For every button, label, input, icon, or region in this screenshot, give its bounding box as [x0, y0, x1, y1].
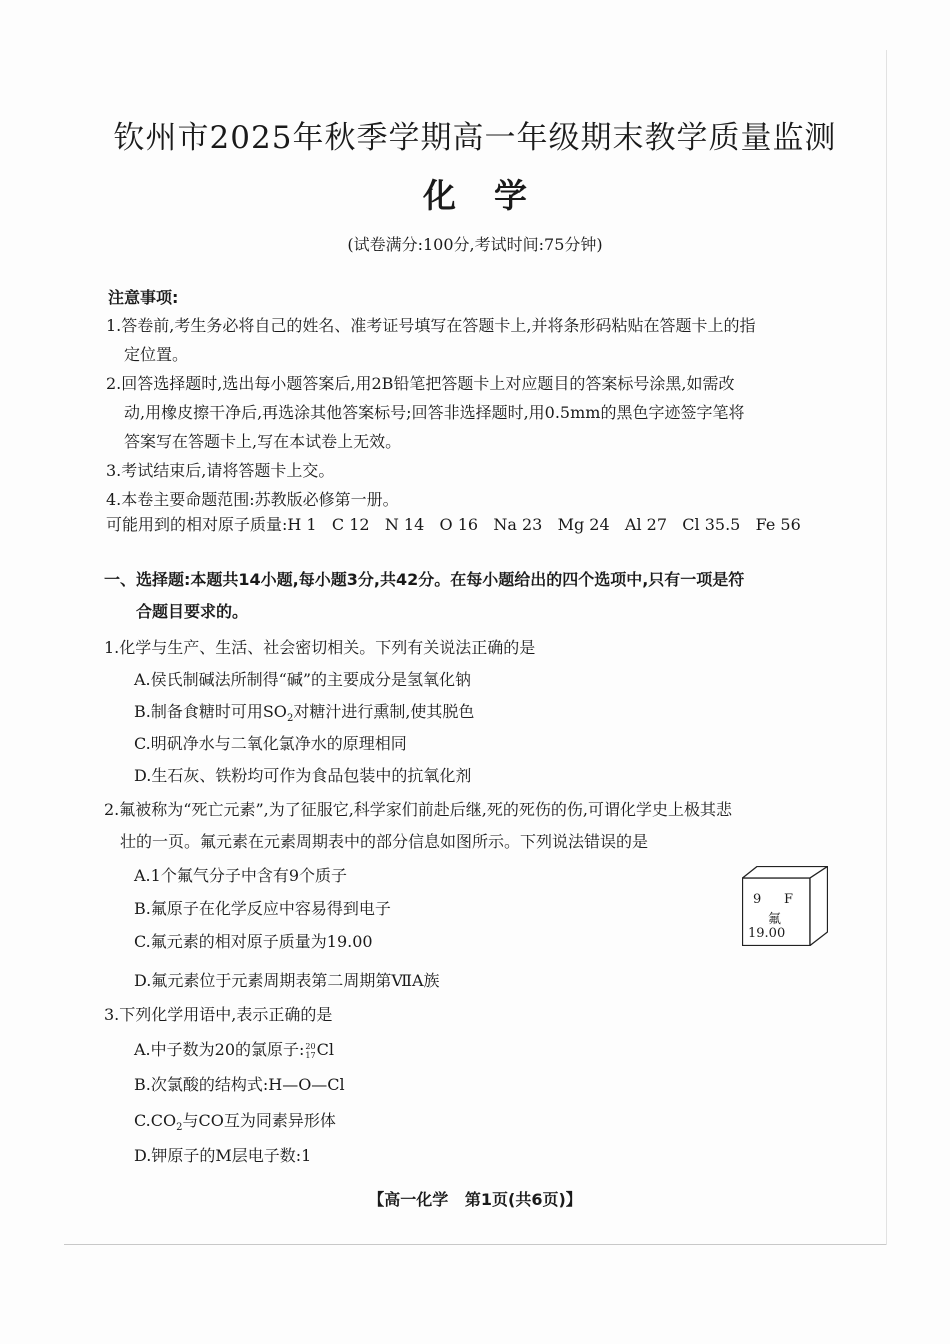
- question-2-option-b: B.氟原子在化学反应中容易得到电子: [134, 899, 391, 918]
- element-name: 氟: [768, 912, 782, 927]
- subject-title: 化学: [423, 176, 565, 215]
- bottom-divider: [64, 1244, 886, 1245]
- question-1-option-a: A.侯氏制碱法所制得“碱”的主要成分是氢氧化钠: [134, 670, 472, 689]
- notes-heading: 注意事项:: [108, 288, 179, 307]
- section-heading: 一、选择题:本题共14小题,每小题3分,共42分。在每小题给出的四个选项中,只有一项是符: [104, 570, 745, 589]
- note-item-1-cont: 定位置。: [124, 345, 189, 364]
- exam-title: 钦州市2025年秋季学期高一年级期末教学质量监测: [113, 120, 837, 156]
- question-1-option-d: D.生石灰、铁粉均可作为食品包装中的抗氧化剂: [134, 766, 472, 785]
- note-item-4: 4.本卷主要命题范围:苏教版必修第一册。: [106, 490, 399, 509]
- page-footer: 【高一化学 第1页(共6页)】: [368, 1190, 582, 1209]
- question-2-stem-cont: 壮的一页。氟元素在元素周期表中的部分信息如图所示。下列说法错误的是: [120, 832, 649, 851]
- question-2-option-d: D.氟元素位于元素周期表第二周期第ⅦA族: [134, 971, 440, 990]
- element-number: 9: [753, 892, 762, 907]
- question-1-option-b: B.制备食糖时可用$SO_2$对糖汁进行熏制,使其脱色: [134, 702, 475, 725]
- element-symbol: F: [784, 892, 794, 907]
- note-item-2: 2.回答选择题时,选出每小题答案后,用2B铅笔把答题卡上对应题目的答案标号涂黑,如需改: [106, 374, 735, 393]
- question-1-stem: 1.化学与生产、生活、社会密切相关。下列有关说法正确的是: [104, 638, 536, 657]
- question-3-option-a: A.中子数为20的氯原子:20 17Cl: [134, 1040, 334, 1060]
- section-heading-cont: 合题目要求的。: [136, 602, 249, 621]
- question-1-option-c: C.明矾净水与二氧化氯净水的原理相同: [134, 734, 407, 753]
- question-3-option-c: $C.CO_2$与CO互为同素异形体: [134, 1111, 336, 1134]
- atomic-masses: 可能用到的相对原子质量:H 1 C 12 N 14 O 16 Na 23 Mg 24 Al 27 Cl 35.5 Fe 56: [106, 515, 801, 534]
- note-item-1: 1.答卷前,考生务必将自己的姓名、准考证号填写在答题卡上,并将条形码粘贴在答题卡上的指: [106, 316, 756, 335]
- note-item-2-cont2: 答案写在答题卡上,写在本试卷上无效。: [124, 432, 402, 451]
- question-2-option-a: A.1个氟气分子中含有9个质子: [134, 866, 348, 885]
- element-mass: 19.00: [748, 926, 786, 941]
- question-3-option-b: B.次氯酸的结构式:H—O—Cl: [134, 1075, 345, 1094]
- exam-info: (试卷满分:100分,考试时间:75分钟): [347, 235, 603, 254]
- note-item-2-cont: 动,用橡皮擦干净后,再选涂其他答案标号;回答非选择题时,用0.5mm的黑色字迹签字笔将: [124, 403, 745, 422]
- nuclide-notation: 20 17: [305, 1041, 316, 1060]
- question-3-option-d: D.钾原子的M层电子数:1: [134, 1146, 312, 1165]
- question-3-stem: 3.下列化学用语中,表示正确的是: [104, 1005, 333, 1024]
- note-item-3: 3.考试结束后,请将答题卡上交。: [106, 461, 335, 480]
- page-edge: [886, 50, 887, 1245]
- fluorine-element-cube: [742, 866, 828, 946]
- question-2-stem: 2.氟被称为“死亡元素”,为了征服它,科学家们前赴后继,死的死伤的伤,可谓化学史上极其悲: [104, 800, 732, 819]
- question-2-option-c: C.氟元素的相对原子质量为19.00: [134, 932, 373, 951]
